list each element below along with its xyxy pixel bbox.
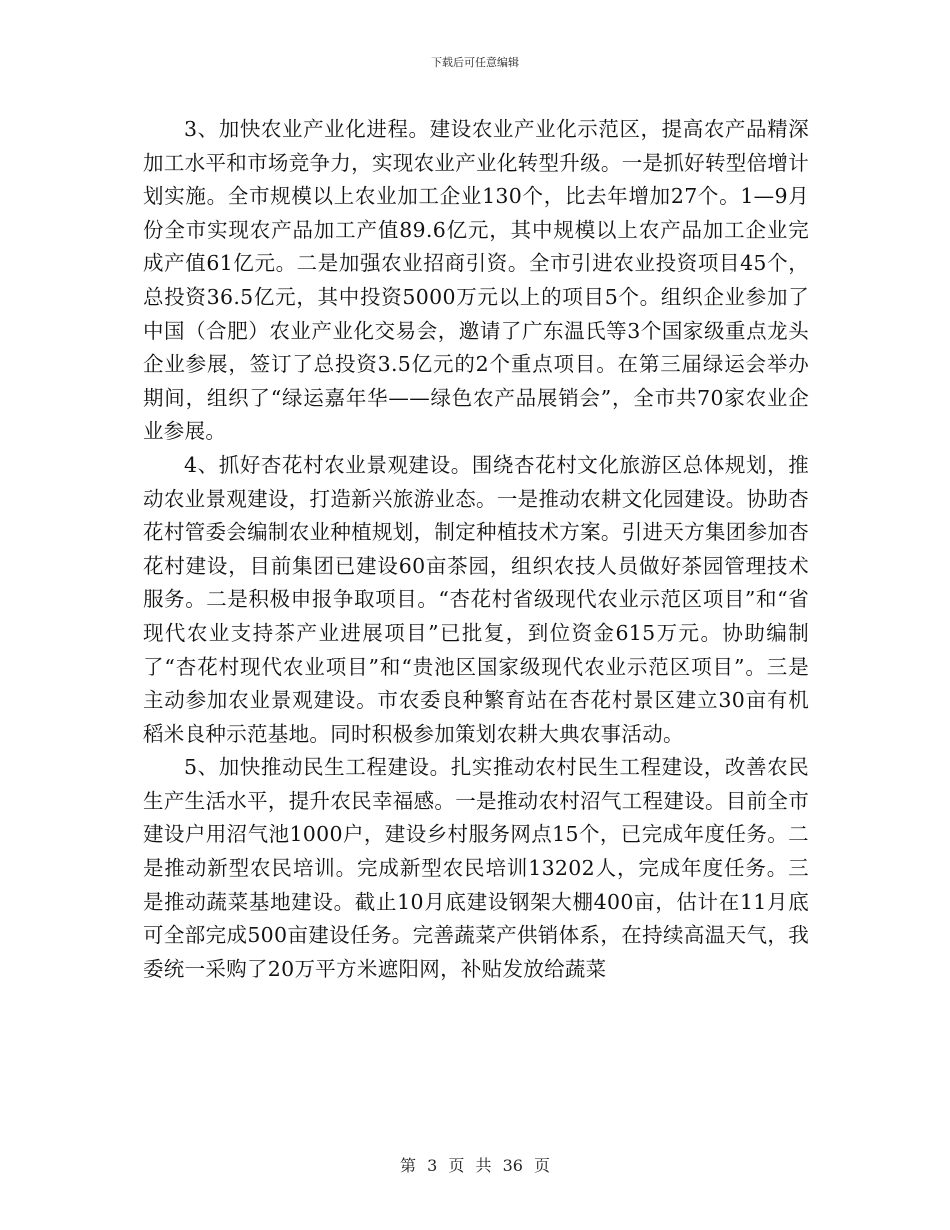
- document-body: [143, 113, 809, 986]
- footer-label-ye: 页: [448, 1156, 465, 1175]
- paragraph-livelihood-projects: 5、加快推动民生工程建设。扎实推动农村民生工程建设，改善农民生产生活水平，提升农民幸福感。一是推动农村沼气工程建设。目前全市建设户用沼气池1000户，建设乡村服务网点15个，已完成年度任务。二是推动新型农民培训。完成新型农民培训13202人，完成年度任务。三是推动蔬菜基地建设。截止10月底建设钢架大棚400亩，估计在11月底可全部完成500亩建设任务。完善蔬菜产供销体系，在持续高温天气，我委统一采购了20万平方米遮阳网，补贴发放给蔬菜: [143, 755, 809, 981]
- paragraph-agri-industrialization: 3、加快农业产业化进程。建设农业产业化示范区，提高农产品精深加工水平和市场竞争力，实现农业产业化转型升级。一是抓好转型倍增计划实施。全市规模以上农业加工企业130个，比去年增加27个。1—9月份全市实现农产品加工产值89.6亿元，其中规模以上农产品加工企业完成产值61亿元。二是加强农业招商引资。全市引进农业投资项目45个，总投资36.5亿元，其中投资5000万元以上的项目5个。组织企业参加了中国（合肥）农业产业化交易会，邀请了广东温氏等3个国家级重点龙头企业参展，签订了总投资3.5亿元的2个重点项目。在第三届绿运会举办期间，组织了“绿运嘉年华——绿色农产品展销会”，全市共70家农业企业参展。: [143, 117, 809, 444]
- footer-label-ye-end: 页: [534, 1156, 551, 1175]
- page-footer: [0, 1153, 950, 1176]
- footer-total-pages: 36: [502, 1156, 523, 1175]
- footer-label-total: 共: [475, 1156, 492, 1175]
- page-header: 下载后可任意编辑: [431, 56, 519, 69]
- paragraph-xinghua-village: 4、抓好杏花村农业景观建设。围绕杏花村文化旅游区总体规划，推动农业景观建设，打造新兴旅游业态。一是推动农耕文化园建设。协助杏花村管委会编制农业种植规划，制定种植技术方案。引进天方集团参加杏花村建设，目前集团已建设60亩茶园，组织农技人员做好茶园管理技术服务。二是积极申报争取项目。“杏花村省级现代农业示范区项目”和“省现代农业支持茶产业进展项目”已批复，到位资金615万元。协助编制了“杏花村现代农业项目”和“贵池区国家级现代农业示范区项目”。三是主动参加农业景观建设。市农委良种繁育站在杏花村景区建立30亩有机稻米良种示范基地。同时积极参加策划农耕大典农事活动。: [143, 452, 809, 746]
- footer-current-page: 3: [427, 1156, 438, 1175]
- footer-label-page: 第: [399, 1156, 416, 1175]
